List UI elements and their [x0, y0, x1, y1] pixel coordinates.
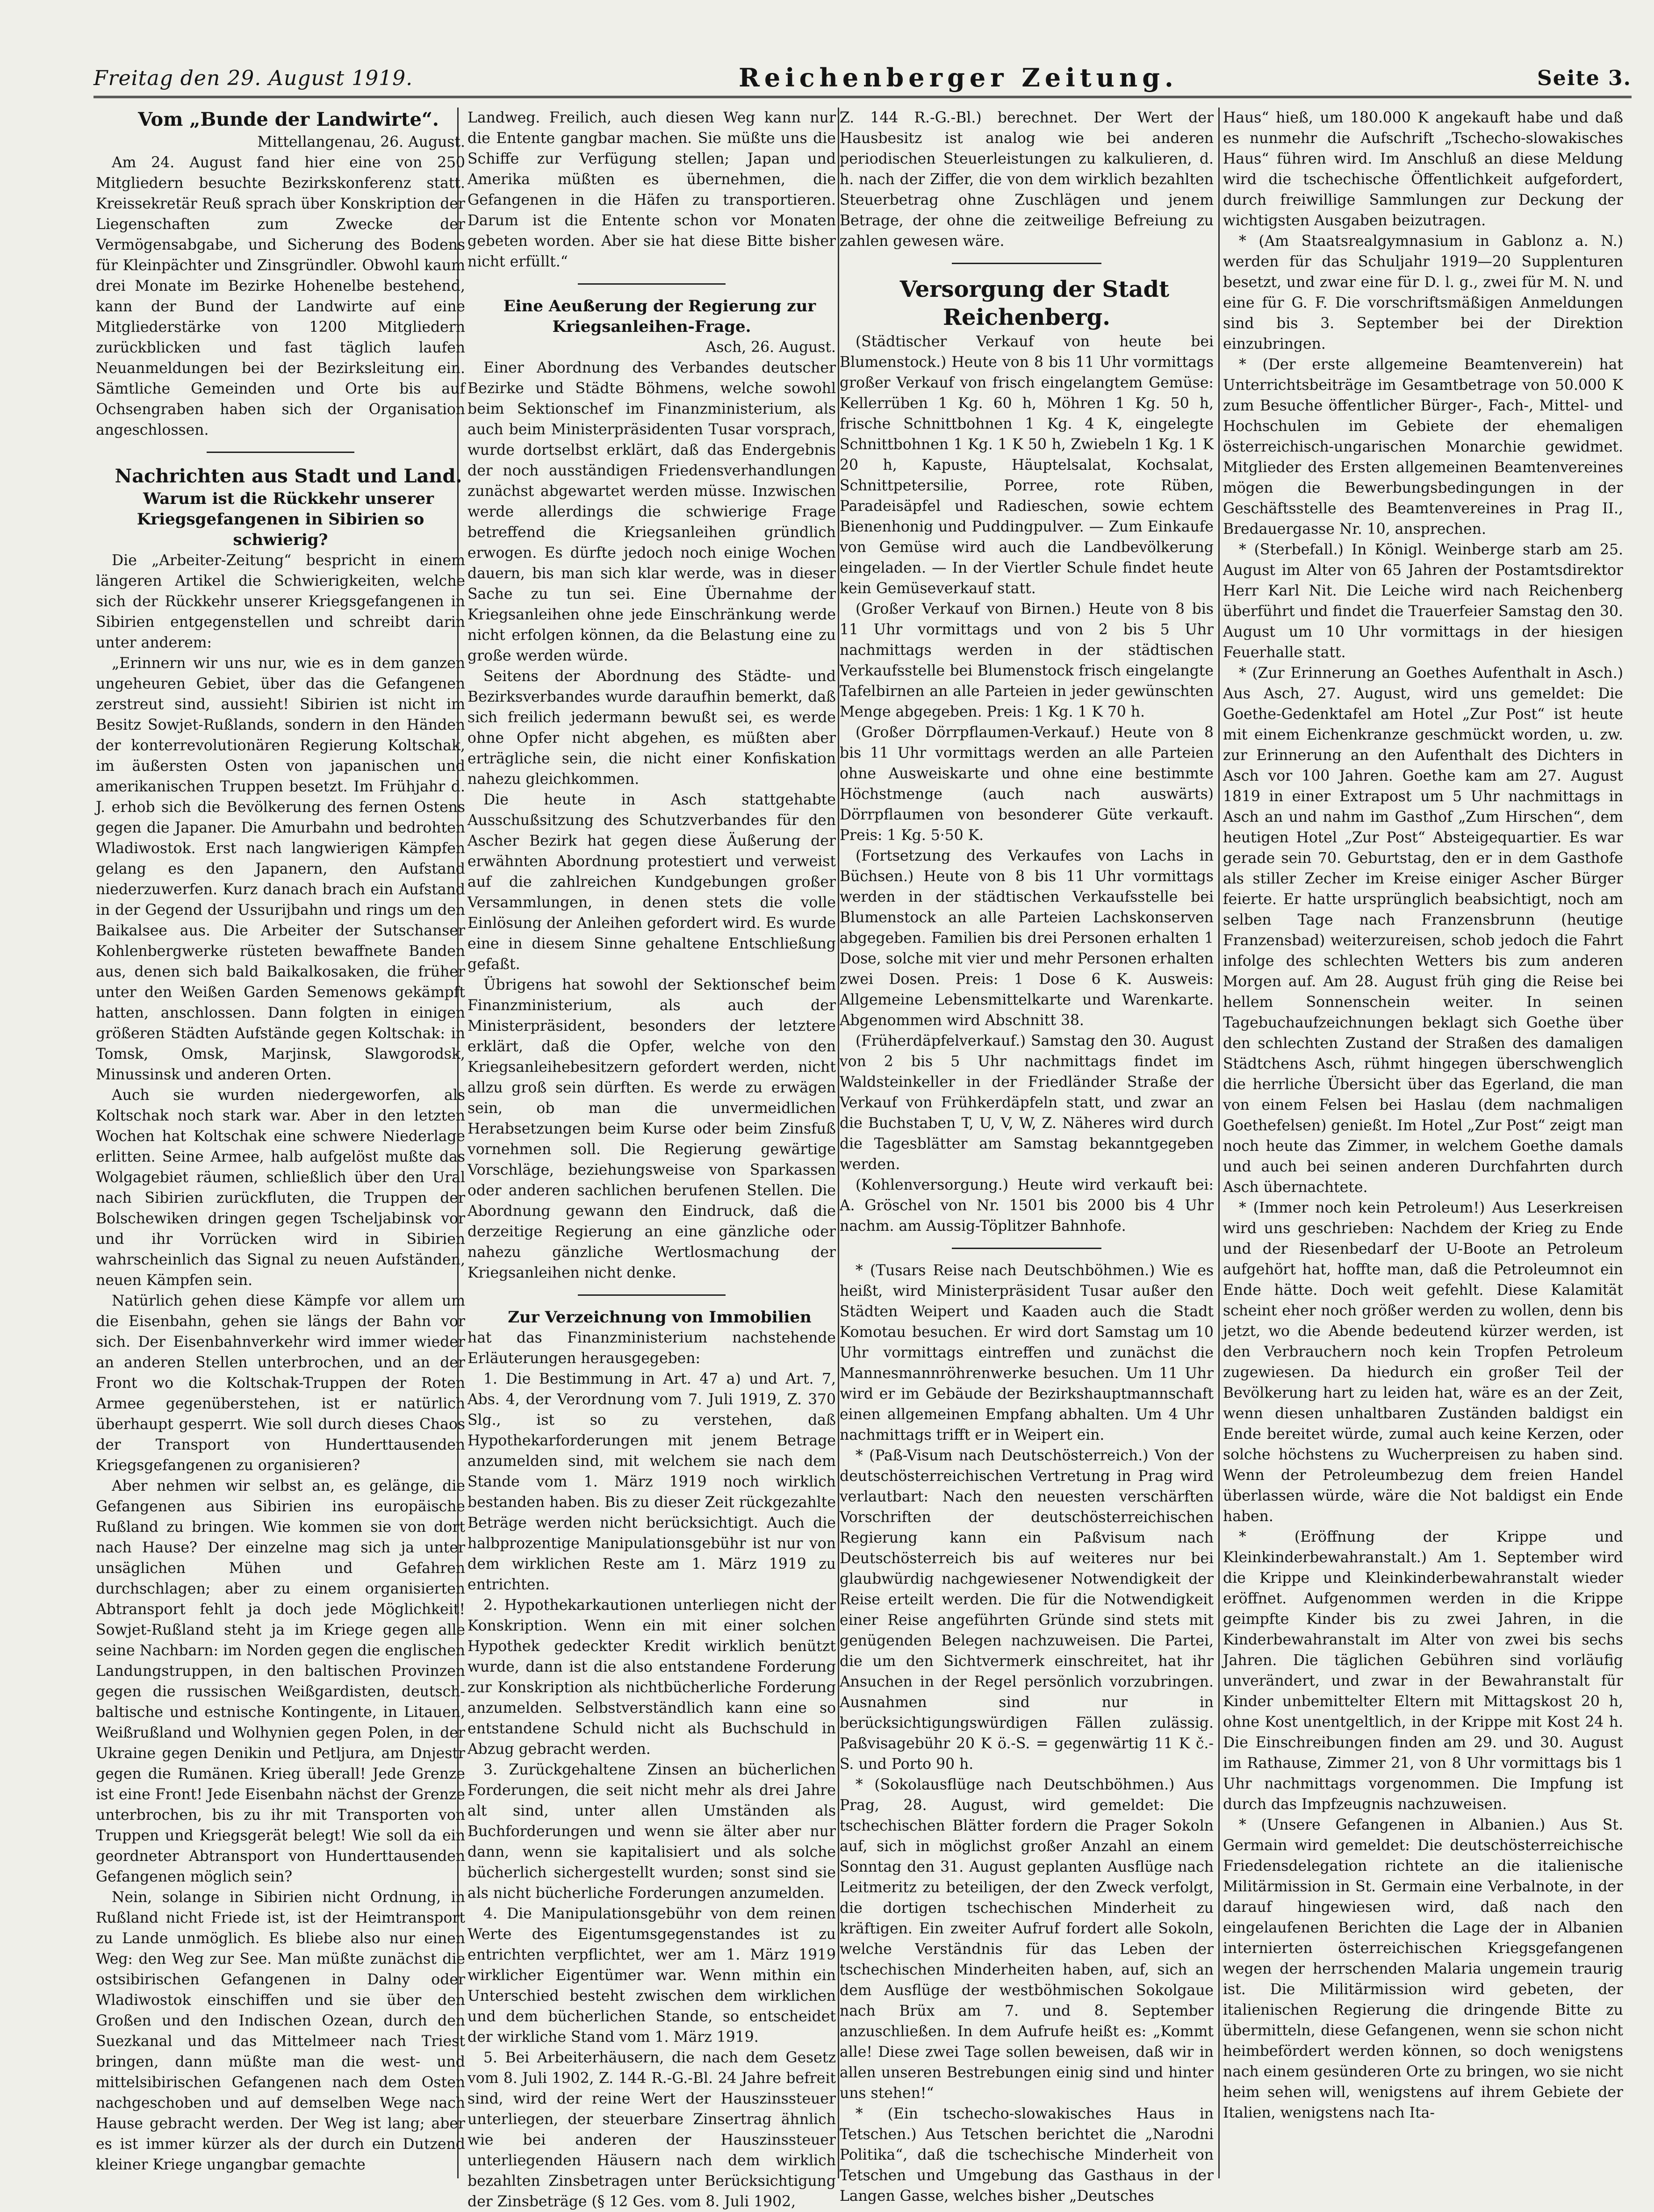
- newspaper-title: Reichenberger Zeitung.: [739, 63, 1178, 93]
- section-separator: [952, 1248, 1101, 1249]
- article-paragraph: 2. Hypothekarkautionen unterliegen nicht der Konskription. Wenn ein mit einer solchen Hypothek gedeckter Kredit wirklich benützt wurde, dann ist die also entstandene Forderung zur Konskription als nichtbücherliche Forderung anzumelden. Selbstverständlich kann eine so entstandene Schuld nicht als Buchschuld in Abzug gebracht werden.: [467, 1597, 836, 1758]
- article-paragraph: 1. Die Bestimmung in Art. 47 a) und Art. 7, Abs. 4, der Verordnung vom 7. Juli 1919, Z. 370 Slg., ist so zu verstehen, daß Hypothekarforderungen mit jenem Betrage anzumelden sind, mit welchem sie nach dem Stande vom 1. März 1919 noch wirklich bestanden haben. Bis zu dieser Zeit rückgezahlte Beträge werden nicht berücksichtigt. Auch die halbprozentige Manipulationsgebühr ist nur von dem wirklichen Reste am 1. März 1919 zu entrichten.: [467, 1371, 836, 1593]
- section-heading: Versorgung der Stadt Reichenberg.: [899, 276, 1170, 330]
- article-paragraph: (Früherdäpfelverkauf.) Samstag den 30. August von 2 bis 5 Uhr nachmittags findet im Waldsteinkeller in der Friedländer Straße der Verkauf von Frühkerdäpfeln statt, und zwar an die Buchstaben T, U, V, W, Z. Näheres wird durch die Tagesblätter am Samstag bekanntgegeben werden.: [840, 1033, 1214, 1173]
- section-heading: Nachrichten aus Stadt und Land.: [115, 465, 462, 487]
- article-paragraph: Einer Abordnung des Verbandes deutscher Bezirke und Städte Böhmens, welche sowohl beim Sektionschef im Finanzministerium, als auch beim Ministerpräsidenten Tusar vorsprach, wurde dortselbst erklärt, daß das Endergebnis der noch ausständigen Friedensverhandlungen zunächst abgewartet werden müsse. Inzwischen werde allerdings die schwierige Frage betreffend die Kriegsanleihen gründlich erwogen. Es dürfte jedoch noch einige Wochen dauern, bis man sich klar werde, was in dieser Sache zu tun sei. Eine Übernahme der Kriegsanleihen ohne jede Einschränkung werde nicht erfolgen können, da die Belastung eine zu große werden würde.: [467, 359, 836, 664]
- article-paragraph: (Fortsetzung des Verkaufes von Lachs in Büchsen.) Heute von 8 bis 11 Uhr vormittags werden in der städtischen Verkaufsstelle bei Blumenstock an alle Parteien Lachskonserven abgegeben. Familien bis drei Personen erhalten 1 Dose, solche mit vier und mehr Personen erhalten zwei Dosen. Preis: 1 Dose 6 K. Ausweis: Allgemeine Lebensmittelkarte und Warenkarte. Abgenommen wird Abschnitt 38.: [840, 847, 1214, 1029]
- article-paragraph: Haus“ hieß, um 180.000 K angekauft habe und daß es nunmehr die Aufschrift „Tschecho-slowakisches Haus“ führen wird. Im Anschluß an diese Meldung wird die tschechische Öffentlichkeit aufgefordert, durch freiwillige Sammlungen zur Deckung der wichtigsten Ausgaben beizutragen.: [1223, 109, 1623, 229]
- dateline: Asch, 26. August.: [705, 339, 836, 356]
- article-paragraph: Aber nehmen wir selbst an, es gelänge, die Gefangenen aus Sibirien ins europäische Rußland zu bringen. Wie kommen sie von dort nach Hause? Der einzelne mag sich ja unter unsäglichen Mühen und Gefahren durchschlagen; aber zu einem organisierten Abtransport fehlt ja doch jede Möglichkeit! Sowjet-Rußland steht ja im Kriege gegen alle seine Nachbarn: im Norden gegen die englischen Landungstruppen, in den baltischen Provinzen gegen die russischen Weißgardisten, deutsch-baltische und estnische Kontingente, in Litauen, Weißrußland und Wolhynien gegen Polen, in der Ukraine gegen Denikin und Petljura, am Dnjestr gegen die Rumänen. Krieg überall! Jede Grenze ist eine Front! Jede Eisenbahn nächst der Grenze unterbrochen, bis zu ihr mit Transporten von Truppen und Kriegsgerät belegt! Wie soll da ein geordneter Abtransport von Hunderttausenden Gefangenen möglich sein?: [96, 1478, 465, 1885]
- masthead: [93, 60, 1632, 93]
- article-paragraph: * (Sterbefall.) In Königl. Weinberge starb am 25. August im Alter von 65 Jahren der Postamtsdirektor Herr Karl Nit. Die Leiche wird nach Reichenberg überführt und findet die Trauerfeier Samstag den 30. August um 10 Uhr vormittags in der hiesigen Feuerhalle statt.: [1223, 541, 1623, 661]
- article-paragraph: (Großer Dörrpflaumen-Verkauf.) Heute von 8 bis 11 Uhr vormittags werden an alle Parteien ohne Ausweiskarte und ohne eine bestimmte Höchstmenge (auch nach auswärts) Dörrpflaumen von besonderer Güte verkauft. Preis: 1 Kg. 5·50 K.: [840, 724, 1214, 844]
- article-paragraph: * (Immer noch kein Petroleum!) Aus Leserkreisen wird uns geschrieben: Nachdem der Krieg zu Ende und der Riesenbedarf der U-Boote an Petroleum aufgehört hat, hoffte man, daß die Petroleumnot ein Ende hätte. Doch weit gefehlt. Diese Kalamität scheint eher noch größer werden zu wollen, denn bis jetzt, wo die Abende bedeutend kürzer werden, ist den Verbrauchern noch kein Tropfen Petroleum zugewiesen. Da hiedurch ein großer Teil der Bevölkerung hart zu leiden hat, wäre es an der Zeit, wenn diesen unhaltbaren Zuständen baldigst ein Ende bereitet würde, zumal auch keine Kerzen, oder solche höchstens zu Wucherpreisen zu haben sind. Wenn der Petroleumbezug dem freien Handel überlassen würde, wäre die Not baldigst ein Ende haben.: [1223, 1199, 1623, 1525]
- column-2: [467, 108, 836, 2210]
- section-separator: [578, 1294, 725, 1296]
- article-paragraph: 4. Die Manipulationsgebühr von dem reinen Werte des Eigentumsgegenstandes ist zu entrichten verpflichtet, wer am 1. März 1919 wirklicher Eigentümer war. Wenn mithin ein Unterschied besteht zwischen dem wirklichen und dem bücherlichen Stande, so entscheidet der wirkliche Stand vom 1. März 1919.: [467, 1905, 836, 2046]
- article-paragraph: Auch sie wurden niedergeworfen, als Koltschak noch stark war. Aber in den letzten Wochen hat Koltschak eine schwere Niederlage erlitten. Seine Armee, halb aufgelöst mußte das Wolgagebiet räumen, schließlich über den Ural nach Sibirien zurückfluten, die Truppen der Bolschewiken dringen gegen Tscheljabinsk vor und ihr Vorrücken wird in Sibirien wahrscheinlich das Signal zu neuen Aufständen, neuen Kämpfen sein.: [96, 1087, 465, 1289]
- article-paragraph: * (Paß-Visum nach Deutschösterreich.) Von der deutschösterreichischen Vertretung in Prag wird verlautbart: Nach den neuesten verschärften Vorschriften der deutschösterreichischen Regierung kann ein Paßvisum nach Deutschösterreich bis auf weiteres nur bei glaubwürdig nachgewiesener Notwendigkeit der Reise erteilt werden. Die für die Notwendigkeit einer Reise angeführten Gründe sind stets mit genügenden Belegen nachzuweisen. Die Partei, die um den Sichtvermerk einschreitet, hat ihr Ansuchen in der Regel persönlich vorzubringen. Ausnahmen sind nur in berücksichtigungswürdigen Fällen zulässig. Paßvisagebühr 20 K ö.-S. = gegenwärtig 11 K č.-S. und Porto 90 h.: [840, 1447, 1214, 1773]
- article-paragraph: * (Ein tschecho-slowakisches Haus in Tetschen.) Aus Tetschen berichtet die „Narodni Politika“, daß die tschechische Minderheit von Tetschen und Umgebung das Gasthaus in der Langen Gasse, welches bisher „Deutsches: [840, 2105, 1214, 2205]
- dateline: Mittellangenau, 26. August.: [257, 134, 465, 151]
- masthead-rule: [93, 96, 1632, 98]
- article-paragraph: 3. Zurückgehaltene Zinsen an bücherlichen Forderungen, die seit nicht mehr als drei Jahre alt sind, unter allen Umständen als Buchforderungen und wenn sie älter aber nur dann, wenn sie kapitalisiert und als solche bücherlich sichergestellt wurden; sonst sind sie als nicht bücherliche Forderungen anzumelden.: [467, 1761, 836, 1902]
- article-paragraph: (Kohlenversorgung.) Heute wird verkauft bei: A. Gröschel von Nr. 1501 bis 2000 bis 4 Uhr nachm. am Aussig-Töplitzer Bahnhofe.: [840, 1177, 1214, 1235]
- article-paragraph: hat das Finanzministerium nachstehende Erläuterungen herausgegeben:: [467, 1329, 836, 1367]
- article-paragraph: * (Am Staatsrealgymnasium in Gablonz a. N.) werden für das Schuljahr 1919—20 Supplenturen besetzt, und zwar eine für D. l. g., zwei für M. N. und eine für G. F. Die vorschriftsmäßigen Anmeldungen sind bis 3. September bei der Direktion einzubringen.: [1223, 233, 1623, 352]
- column-divider: [838, 108, 839, 2178]
- section-heading: Vom „Bunde der Landwirte“.: [138, 108, 439, 130]
- column-1: [96, 108, 465, 2178]
- article-heading: Eine Aeußerung der Regierung zur Kriegsanleihen-Frage.: [503, 297, 816, 336]
- column-3: [840, 108, 1214, 2205]
- article-paragraph: * (Tusars Reise nach Deutschböhmen.) Wie es heißt, wird Ministerpräsident Tusar außer den Städten Weipert und Kaaden auch die Stadt Komotau besuchen. Er wird dort Samstag um 10 Uhr vormittags eintreffen und zunächst die Mannesmannröhrenwerke besuchen. Um 11 Uhr wird er im Gebäude der Bezirkshauptmannschaft einen allgemeinen Empfang abhalten. Um 4 Uhr nachmittags trifft er in Weipert ein.: [840, 1262, 1214, 1444]
- article-paragraph: Die heute in Asch stattgehabte Ausschußsitzung des Schutzverbandes für den Ascher Bezirk hat gegen diese Äußerung der erwähnten Abordnung protestiert und verweist auf die zahlreichen Kundgebungen großer Versammlungen, in denen stets die volle Einlösung der Anleihen gefordert wird. Es wurde eine in diesem Sinne gehaltene Entschließung gefaßt.: [467, 791, 836, 973]
- article-paragraph: Natürlich gehen diese Kämpfe vor allem um die Eisenbahn, gehen sie längs der Bahn vor sich. Der Eisenbahnverkehr wird immer wieder an anderen Stellen unterbrochen, und an der Front wo die Koltschak-Truppen der Roten Armee gegenüberstehen, ist er natürlich überhaupt gesperrt. Wie soll durch dieses Chaos der Transport von Hunderttausenden Kriegsgefangenen zu organisieren?: [96, 1293, 465, 1474]
- article-paragraph: (Großer Verkauf von Birnen.) Heute von 8 bis 11 Uhr vormittags und von 2 bis 5 Uhr nachmittags werden in der städtischen Verkaufsstelle bei Blumenstock frisch eingelangte Tafelbirnen an alle Parteien in jeder gewünschten Menge abgegeben. Preis: 1 Kg. 1 K 70 h.: [840, 601, 1214, 720]
- article-paragraph: * (Der erste allgemeine Beamtenverein) hat Unterrichtsbeiträge im Gesamtbetrage von 50.000 K zum Besuche öffentlicher Bürger-, Fach-, Mittel- und Hochschulen im Gebiete der ehemaligen österreichisch-ungarischen Monarchie gewidmet. Mitglieder des Ersten allgemeinen Beamtenvereines mögen die Bewerbungsbedingungen in der Geschäftsstelle des Beamtenvereines in Prag II., Bredauergasse Nr. 10, ansprechen.: [1223, 356, 1623, 538]
- issue-date: Freitag den 29. August 1919.: [93, 66, 413, 90]
- article-paragraph: * (Unsere Gefangenen in Albanien.) Aus St. Germain wird gemeldet: Die deutschösterreichische Friedensdelegation richtete an die italienische Militärmission in St. Germain eine Verbalnote, in der darauf hingewiesen wird, daß nach den eingelaufenen Berichten die Lage der in Albanien internierten österreichischen Kriegsgefangenen wegen der herrschenden Malaria ungemein traurig ist. Die Militärmission wird gebeten, der italienischen Regierung die dringende Bitte zu übermitteln, diese Gefangenen, wenn sie schon nicht heimbefördert werden können, so doch wenigstens nach einem gesünderen Orte zu bringen, wo sie nicht heim sehen will, wenigstens auf ihrem Gebiete der Italien, wenigstens nach Ita-: [1223, 1817, 1623, 2121]
- article-paragraph: Die „Arbeiter-Zeitung“ bespricht in einem längeren Artikel die Schwierigkeiten, welche sich der Rückkehr unserer Kriegsgefangenen in Sibirien entgegenstellen und schreibt darin unter anderem:: [96, 552, 465, 651]
- article-paragraph: „Erinnern wir uns nur, wie es in dem ganzen ungeheuren Gebiet, über das die Gefangenen zerstreut sind, aussieht! Sibirien ist nicht im Besitz Sowjet-Rußlands, sondern in den Händen der konterrevolutionären Regierung Koltschak, im äußersten Osten von japanischen und amerikanischen Truppen besetzt. Im Frühjahr d. J. erhob sich die Bevölkerung des fernen Ostens gegen die Japaner. Die Amurbahn und bedrohten Wladiwostok. Erst nach langwierigen Kämpfen gelang es den Japanern, den Aufstand niederzuwerfen. Kurz danach brach ein Aufstand in der Gegend der Ussurijbahn und rings um den Baikalsee aus. Die Arbeiter der Sutschanser Kohlenbergwerke rüsteten bewaffnete Banden aus, denen sich bald Baikalkosaken, die früher unter den Weißen Garden Semenows gekämpft hatten, anschlossen. Dann folgten in einigen größeren Städten Aufstände gegen Koltschak: in Tomsk, Omsk, Marjinsk, Slawgorodsk, Minussinsk und anderen Orten.: [96, 655, 465, 1083]
- section-separator: [952, 263, 1101, 264]
- article-paragraph: * (Eröffnung der Krippe und Kleinkinderbewahranstalt.) Am 1. September wird die Krippe und Kleinkinderbewahranstalt wieder eröffnet. Aufgenommen werden in die Krippe geimpfte Kinder bis zu zwei Jahren, in die Kinderbewahranstalt im Alter von zwei bis sechs Jahren. Die täglichen Gebühren sind vorläufig unverändert, und zwar in der Bewahranstalt für Kinder unbemittelter Eltern mit Mittagskost 20 h, ohne Kost unentgeltlich, in der Krippe mit Kost 24 h. Die Einschreibungen finden am 29. und 30. August im Rathause, Zimmer 21, von 8 Uhr vormittags bis 1 Uhr nachmittags vorgenommen. Die Impfung ist durch das Impfzeugnis nachzuweisen.: [1223, 1529, 1623, 1813]
- article-paragraph: Am 24. August fand hier eine von 250 Mitgliedern besuchte Bezirkskonferenz statt. Kreissekretär Reuß sprach über Konskription der Liegenschaften zum Zwecke der Vermögensabgabe, und Sicherung des Bodens für Kleinpächter und Zinsgründler. Obwohl kaum drei Monate im Bezirke Hohenelbe bestehend, kann der Bund der Landwirte auf eine Mitgliederstärke von 1200 Mitgliedern zurückblicken und fast täglich laufen Neuanmeldungen bei der Bezirksleitung ein. Sämtliche Gemeinden und Orte bis auf Ochsengraben haben sich der Organisation angeschlossen.: [96, 154, 465, 438]
- article-heading: Warum ist die Rückkehr unserer Kriegsgefangenen in Sibirien so schwierig?: [137, 489, 434, 549]
- article-paragraph: Z. 144 R.-G.-Bl.) berechnet. Der Wert der Hausbesitz ist analog wie bei anderen periodischen Steuerleistungen zu kalkulieren, d. h. nach der Ziffer, die von dem wirklich bezahlten Steuerbetrag ohne Zuschlägen und jenem Betrage, der ohne die zeitweilige Befreiung zu zahlen gewesen wäre.: [840, 109, 1214, 250]
- page-number: Seite 3.: [1537, 66, 1632, 90]
- article-paragraph: 5. Bei Arbeiterhäusern, die nach dem Gesetz vom 8. Juli 1902, Z. 144 R.-G.-Bl. 24 Jahre befreit sind, wird der reine Wert der Hauszinssteuer unterliegen, der steuerbare Zinsertrag ähnlich wie bei anderen der Hauszinssteuer unterliegenden Häusern nach dem wirklich bezahlten Zinsbetragen unter Berücksichtigung der Zinsbeträge (§ 12 Ges. vom 8. Juli 1902,: [467, 2049, 836, 2210]
- article-heading: Zur Verzeichnung von Immobilien: [508, 1308, 812, 1327]
- article-paragraph: * (Sokolausflüge nach Deutschböhmen.) Aus Prag, 28. August, wird gemeldet: Die tschechischen Blätter fordern die Prager Sokoln auf, sich in möglichst großer Anzahl an einem Sonntag den 31. August geplanten Ausflüge nach Leitmeritz zu beteiligen, der den Zweck verfolgt, die dortigen tschechischen Minderheit zu kräftigen. Ein zweiter Aufruf fordert alle Sokoln, welche Verständnis für das Leben der tschechischen Minderheiten haben, auf, sich an dem Ausflüge der westböhmischen Sokolgaue nach Brüx am 7. und 8. September anzuschließen. In dem Aufrufe heißt es: „Kommt alle! Diese zwei Tage sollen beweisen, daß wir in allen unseren Bestrebungen einig sind und hinter uns stehen!“: [840, 1776, 1214, 2102]
- column-divider: [1218, 108, 1220, 2178]
- article-paragraph: Landweg. Freilich, auch diesen Weg kann nur die Entente gangbar machen. Sie müßte uns die Schiffe zur Verfügung stellen; Japan und Amerika müßten es übernehmen, die Gefangenen in die Häfen zu transportieren. Darum ist die Entente schon vor Monaten gebeten worden. Aber sie hat diese Bitte bisher nicht erfüllt.“: [467, 109, 836, 270]
- section-separator: [207, 452, 354, 453]
- article-paragraph: Seitens der Abordnung des Städte- und Bezirksverbandes wurde daraufhin bemerkt, daß sich freilich jedermann bewußt sei, es werde ohne Opfer nicht abgehen, es müßten aber erträgliche sein, die nicht einer Konfiskation nahezu gleichkommen.: [467, 668, 836, 788]
- article-paragraph: Übrigens hat sowohl der Sektionschef beim Finanzministerium, als auch der Ministerpräsident, besonders der letztere erklärt, daß die Opfer, welche von den Kriegsanleihebesitzern gefordert werden, nicht allzu groß sein dürften. Es werde zu erwägen sein, ob man die unvermeidlichen Herabsetzungen beim Kurse oder beim Zinsfuß vornehmen soll. Die Regierung gewärtige Vorschläge, beziehungsweise von Sparkassen oder anderen sachlichen berufenen Stellen. Die Abordnung gewann den Eindruck, daß die derzeitige Regierung an eine gänzliche oder nahezu gänzliche Wertlosmachung der Kriegsanleihen nicht denke.: [467, 977, 836, 1281]
- column-4: [1223, 108, 1623, 2178]
- section-separator: [578, 283, 725, 285]
- article-paragraph: (Städtischer Verkauf von heute bei Blumenstock.) Heute von 8 bis 11 Uhr vormittags großer Verkauf von frisch eingelangtem Gemüse: Kellerrüben 1 Kg. 60 h, Möhren 1 Kg. 50 h, frische Schnittbohnen 1 Kg. 4 K, eingelegte Schnittbohnen 1 Kg. 1 K 50 h, Zwiebeln 1 Kg. 1 K 20 h, Kapuste, Häuptelsalat, Kochsalat, Schnittpetersilie, Porree, rote Rüben, Paradeisäpfel und Radieschen, sowie echtem Bienenhonig und Puddingpulver. — Zum Einkaufe von Gemüse wird auch die Landbevölkerung eingeladen. — In der Viertler Schule findet heute kein Gemüseverkauf statt.: [840, 333, 1214, 597]
- article-paragraph: Nein, solange in Sibirien nicht Ordnung, in Rußland nicht Friede ist, ist der Heimtransport zu Lande unmöglich. Es bliebe also nur einen Weg: den Weg zur See. Man müßte zunächst die ostsibirischen Gefangenen in Dalny oder Wladiwostok einschiffen und sie über den Großen und den Indischen Ozean, durch den Suezkanal und das Mittelmeer nach Triest bringen, dann müßte man die west- und mittelsibirischen Gefangenen nach dem Osten nachgeschoben und auf demselben Wege nach Hause gebracht werden. Der Weg ist lang; aber es ist immer kürzer als der durch ein Dutzend kleiner Kriege ungangbar gemachte: [96, 1889, 465, 2173]
- article-paragraph: * (Zur Erinnerung an Goethes Aufenthalt in Asch.) Aus Asch, 27. August, wird uns gemeldet: Die Goethe-Gedenktafel am Hotel „Zur Post“ ist heute mit einem Eichenkranze geschmückt worden, u. zw. zur Erinnerung an den Aufenthalt des Dichters in Asch vor 100 Jahren. Goethe kam am 27. August 1819 in einer Extrapost um 5 Uhr nachmittags in Asch an und nahm im Gasthof „Zum Hirschen“, dem heutigen Hotel „Zur Post“ Absteigequartier. Es war gerade sein 70. Geburtstag, den er in dem Gasthofe als stiller Zecher im Kreise einiger Ascher Bürger feierte. Er hatte ursprünglich beabsichtigt, noch am selben Tage nach Franzensbrunn (heutige Franzensbad) weiterzureisen, schob jedoch die Fahrt infolge des schlechten Wetters bis zum anderen Morgen auf. Am 28. August früh ging die Reise bei hellem Sonnenschein weiter. In seinen Tagebuchaufzeichnungen beklagt sich Goethe über den schlechten Zustand der Straßen des damaligen Städtchens Asch, rühmt hingegen überschwenglich die herrliche Übersicht über das Egerland, die man von einem Felsen bei Haslau (dem nachmaligen Goethefelsen) genießt. Im Hotel „Zur Post“ zeigt man noch heute das Zimmer, in welchem Goethe damals und auch bei seinen anderen Durchfahrten durch Asch übernachtete.: [1223, 665, 1623, 1196]
